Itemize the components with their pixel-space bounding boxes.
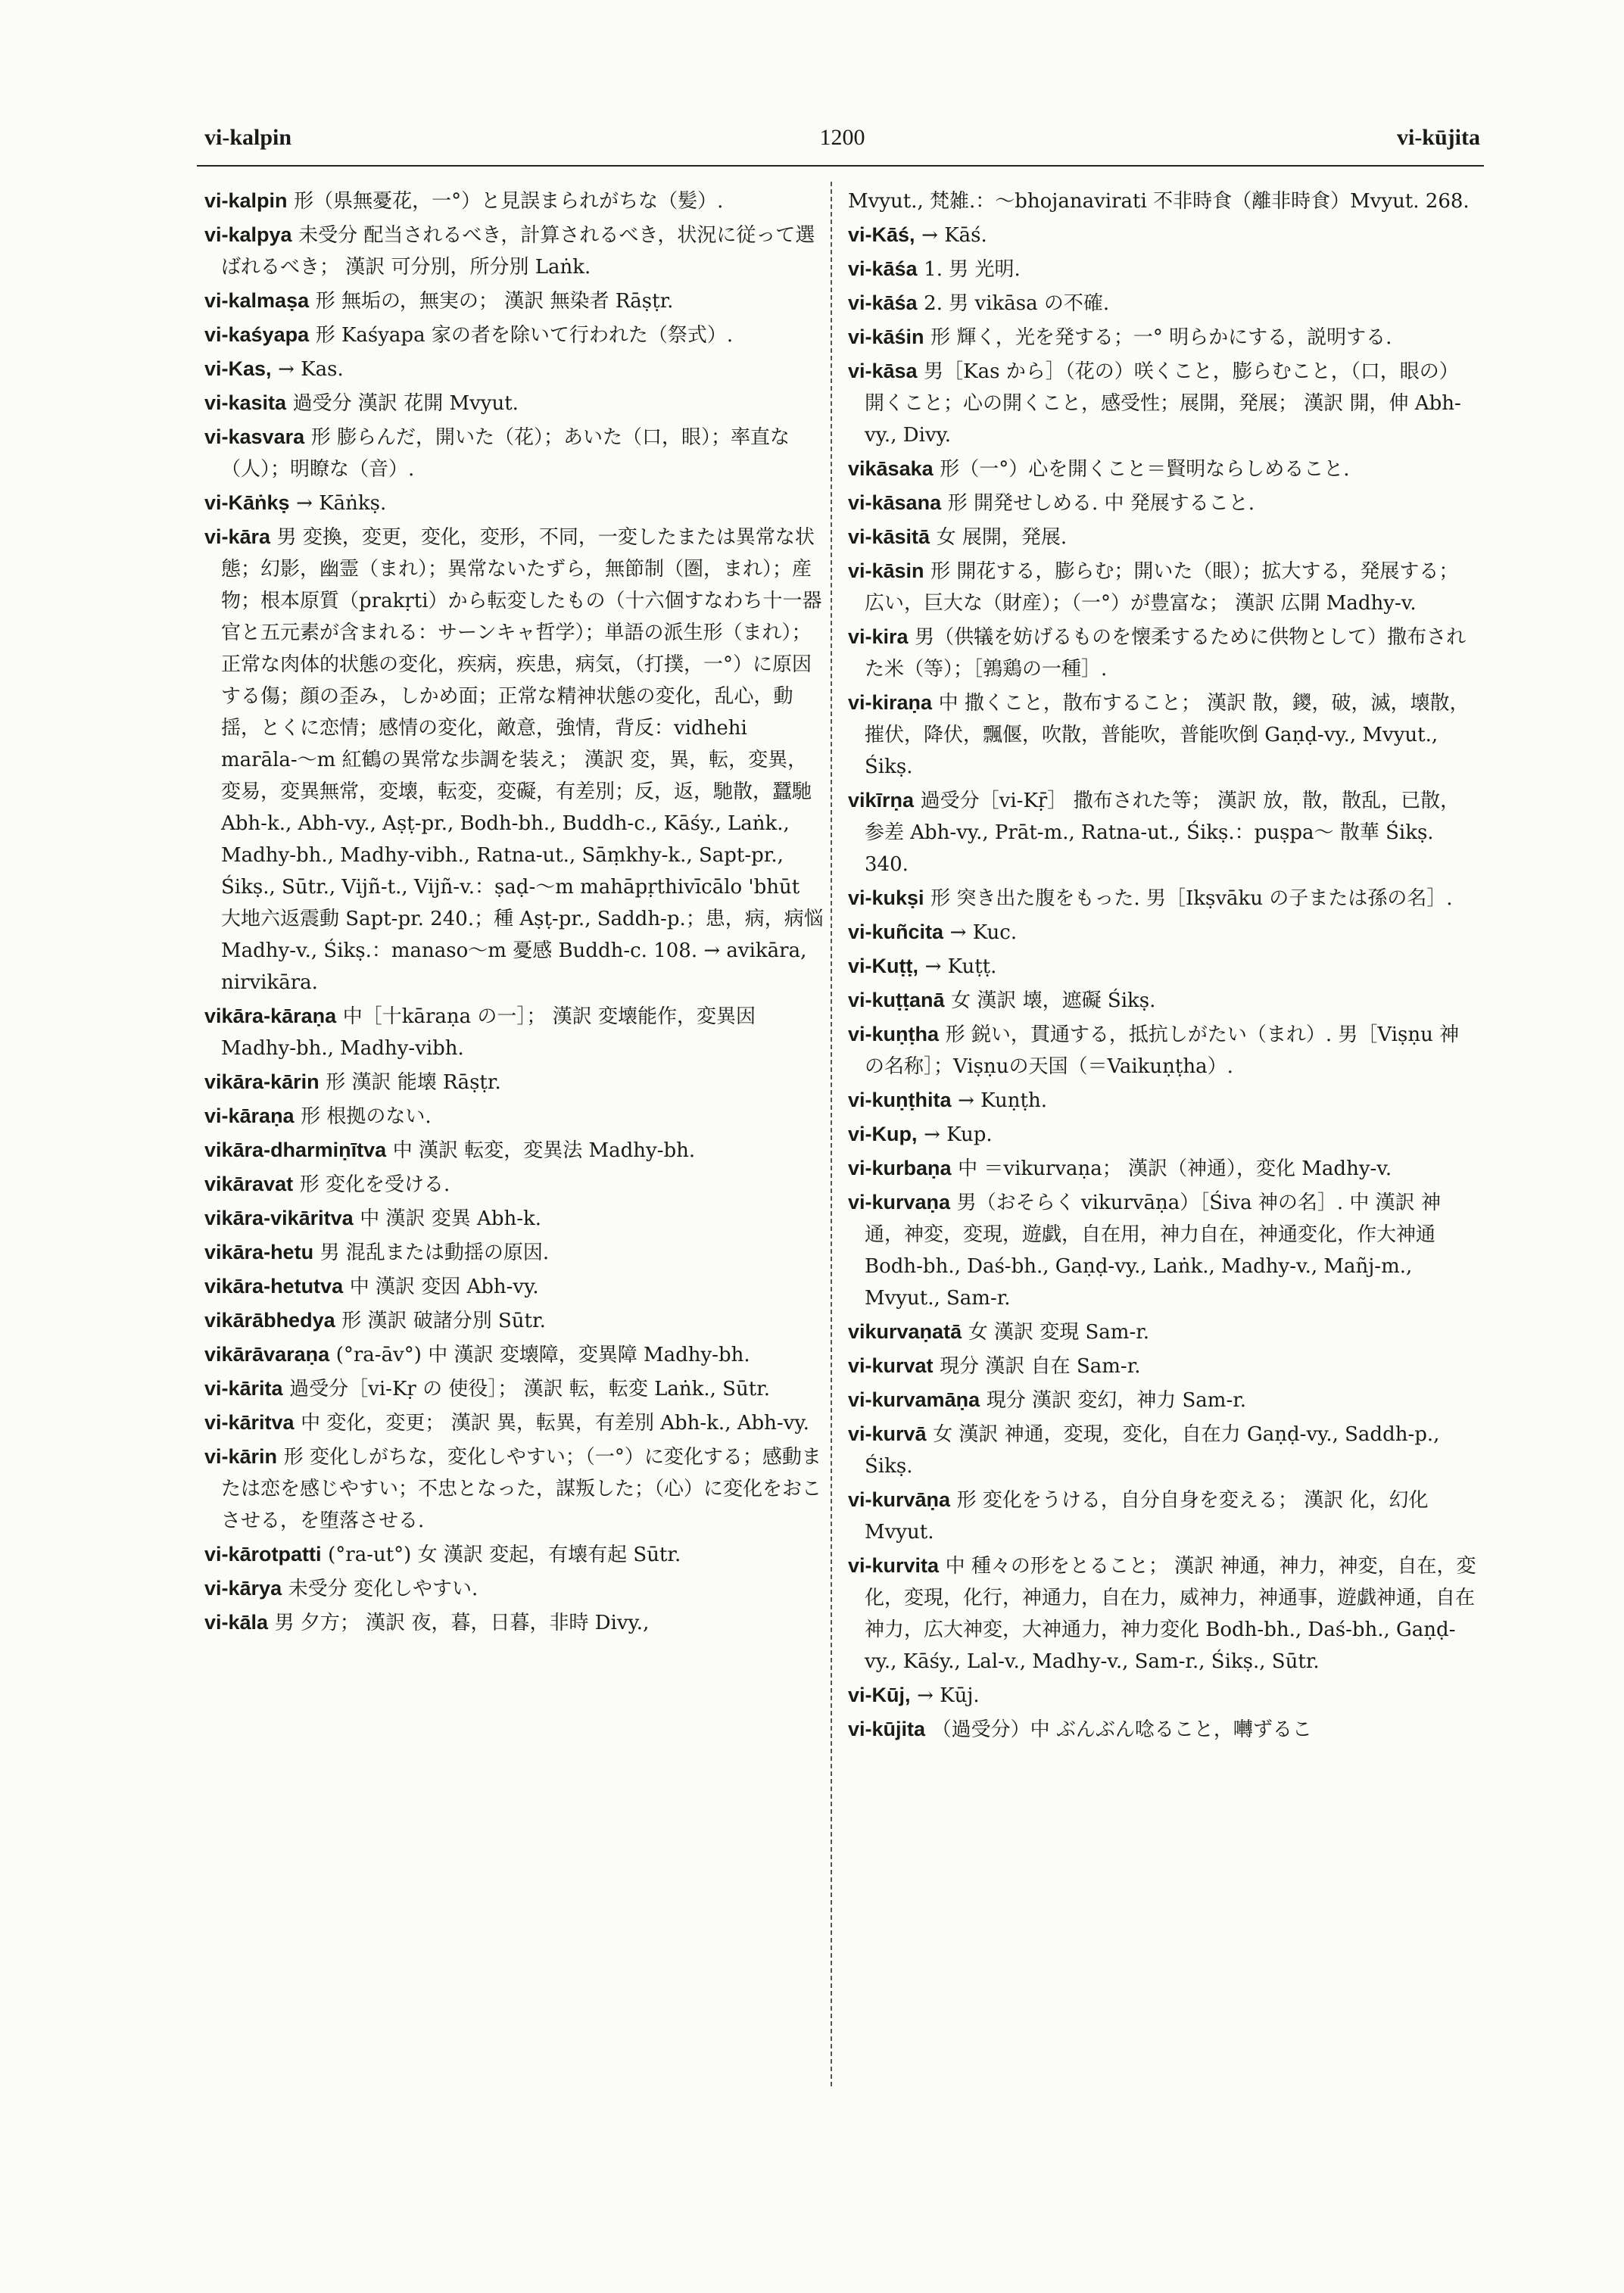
dictionary-entry	[204, 354, 825, 385]
entry-headword: vi-kuñcita	[848, 921, 944, 943]
entry-headword: vi-Kas,	[204, 357, 272, 380]
entry-headword: vi-kurvāṇa	[848, 1488, 951, 1511]
entry-definition: 形 開花する，膨らむ；開いた（眼）；拡大する，発展する；広い，巨大な（財産）；（一°）が豊富な； 漢訳 広開 Madhy-v.	[865, 560, 1459, 615]
entry-definition: 現分 漢訳 自在 Sam-r.	[940, 1355, 1141, 1378]
entry-definition: （過受分）中 ぶんぶん唸ること，囀ずるこ	[931, 1718, 1312, 1741]
entry-headword: vikārābhedya	[204, 1309, 335, 1332]
dictionary-entry	[204, 522, 825, 999]
entry-headword: vikāra-vikāritva	[204, 1207, 354, 1229]
entry-definition: 中 種々の形をとること； 漢訳 神通，神力，神変，自在，変化，変現，化行，神通力，自在力，威神力，神通事，遊戯神通，自在神力，広大神変，大神通力，神力変化 Bodh-bh., Daś-bh., Gaṇḍ-vy., Kāśy., Lal-v., Madhy-v., Sam-r., Śikṣ., Sūtr.	[865, 1555, 1476, 1673]
entry-headword: vi-kāritva	[204, 1411, 295, 1434]
entry-definition: 形 無垢の，無実の； 漢訳 無染者 Rāṣṭr.	[315, 290, 674, 313]
entry-headword: vikārāvaraṇa	[204, 1343, 330, 1366]
dictionary-entry	[848, 1419, 1476, 1482]
entry-definition: 過受分［vi-Kṝ］ 撒布された等； 漢訳 放，散，散乱，已散，参差 Abh-vy., Prāt-m., Ratna-ut., Śikṣ.：puṣpa～ 散華 Śikṣ. 340.	[865, 790, 1460, 876]
dictionary-entry	[848, 1187, 1476, 1314]
entry-headword: vi-Kāṅkṣ	[204, 491, 290, 514]
entry-headword: vi-kurvita	[848, 1554, 940, 1577]
dictionary-entry	[848, 322, 1476, 354]
entry-headword: vi-kāra	[204, 525, 271, 548]
dictionary-entry	[204, 220, 825, 283]
entry-definition: → Kup.	[924, 1123, 993, 1146]
dictionary-entry	[848, 985, 1476, 1017]
dictionary-entry	[204, 1305, 825, 1337]
dictionary-entry	[204, 1573, 825, 1605]
dictionary-entry	[204, 1339, 825, 1371]
entry-headword: vikurvaṇatā	[848, 1320, 962, 1343]
entry-definition: 中 変化，変更； 漢訳 異，転異，有差別 Abh-k., Abh-vy.	[301, 1412, 809, 1435]
dictionary-entry	[848, 622, 1476, 685]
dictionary-entry	[848, 883, 1476, 914]
entry-definition: 2. 男 vikāsa の不確.	[924, 292, 1110, 315]
entry-headword: vi-kurvā	[848, 1422, 927, 1445]
entry-headword: vi-kāla	[204, 1611, 269, 1634]
dictionary-entry	[848, 917, 1476, 949]
entry-definition: → Kas.	[278, 358, 344, 381]
dictionary-entry	[204, 1067, 825, 1098]
dictionary-entry	[848, 453, 1476, 485]
entry-definition: 中 漢訳 変因 Abh-vy.	[349, 1276, 539, 1298]
entry-definition: 男 混乱または動揺の原因.	[320, 1242, 550, 1264]
dictionary-entry	[204, 1237, 825, 1269]
dictionary-entry	[848, 1153, 1476, 1185]
entry-definition: → Kāṅkṣ.	[296, 492, 387, 515]
entry-headword: vi-kāraṇa	[204, 1104, 295, 1127]
entry-headword: vi-Kāś,	[848, 223, 915, 246]
dictionary-entry	[204, 488, 825, 519]
entry-headword: vi-kāsa	[848, 360, 918, 382]
dictionary-entry	[204, 1135, 825, 1167]
header-right-guideword: vi-kūjita	[1396, 125, 1480, 150]
entry-headword: vi-kalpin	[204, 189, 288, 212]
entry-definition: 形 漢訳 破諸分別 Sūtr.	[341, 1310, 546, 1332]
entry-headword: vi-kurvamāṇa	[848, 1388, 980, 1411]
entry-definition: 形 変化しがちな，変化しやすい；（一°）に変化する；感動または恋を感じやすい；不忠となった，謀叛した；（心）に変化をおこさせる，を堕落させる.	[221, 1446, 822, 1532]
left-column	[204, 185, 825, 2222]
dictionary-entry	[848, 687, 1476, 783]
entry-definition: 形（県無憂花，一°）と見誤まられがちな（髪）.	[294, 190, 724, 213]
entry-definition: 女 漢訳 壊，遮礙 Śikṣ.	[951, 989, 1156, 1012]
entry-definition: 形 変化を受ける.	[299, 1173, 450, 1196]
entry-definition: 未受分 配当されるべき，計算されるべき，状況に従って選ばれるべき； 漢訳 可分別，所分別 Laṅk.	[221, 224, 815, 279]
entry-headword: vikīrṇa	[848, 789, 915, 812]
dictionary-entry	[848, 556, 1476, 619]
entry-headword: vi-kuṭṭanā	[848, 989, 945, 1011]
entry-headword: vikāra-kāraṇa	[204, 1005, 337, 1027]
entry-definition: 男［Kas から］（花の）咲くこと，膨らむこと，（口，眼の）開くこと；心の開くこと，感受性；展開，発展； 漢訳 開，伸 Abh-vy., Divy.	[865, 360, 1461, 447]
entry-headword: vikāravat	[204, 1173, 294, 1195]
dictionary-entry	[848, 1485, 1476, 1548]
entry-headword: vi-kasita	[204, 391, 287, 414]
entry-headword: vi-kāśa	[848, 291, 918, 314]
entry-definition: → Kuṇṭh.	[958, 1089, 1047, 1112]
dictionary-entry	[848, 185, 1476, 217]
dictionary-entry	[848, 1119, 1476, 1151]
dictionary-entry	[204, 1441, 825, 1537]
dictionary-entry	[204, 1539, 825, 1571]
header-left-guideword: vi-kalpin	[204, 125, 292, 150]
entry-headword: vi-kārita	[204, 1377, 283, 1400]
entry-headword: vi-kuṇṭha	[848, 1023, 940, 1045]
entry-definition: 中 漢訳 転変，変異法 Madhy-bh.	[392, 1139, 696, 1162]
entry-headword: vikāsaka	[848, 457, 934, 480]
entry-definition: → Kuc.	[949, 921, 1018, 944]
entry-definition: 過受分［vi-Kṛ の 使役］； 漢訳 転，転変 Laṅk., Sūtr.	[289, 1378, 771, 1400]
dictionary-entry	[204, 1101, 825, 1132]
entry-headword: vi-kāsitā	[848, 525, 930, 548]
dictionary-entry	[848, 1714, 1476, 1746]
entry-definition: (°ra-āv°) 中 漢訳 変壊障，変異障 Madhy-bh.	[335, 1344, 750, 1366]
entry-definition: 女 展開，発展.	[936, 526, 1068, 549]
entry-headword: vi-kuṇṭhita	[848, 1089, 952, 1111]
entry-headword: vi-kaśyapa	[204, 323, 310, 346]
entry-definition: 形 変化をうける，自分自身を変える； 漢訳 化，幻化 Mvyut.	[865, 1489, 1429, 1544]
entry-headword: vi-kira	[848, 625, 909, 648]
dictionary-entry	[204, 1169, 825, 1201]
entry-definition: 形 膨らんだ，開いた（花）；あいた（口，眼）；率直な（人）；明瞭な（音）.	[221, 426, 790, 481]
right-column	[848, 185, 1476, 2222]
dictionary-entry	[204, 1373, 825, 1405]
entry-definition: 形 Kaśyapa 家の者を除いて行われた（祭式）.	[315, 324, 734, 347]
dictionary-entry	[848, 1351, 1476, 1382]
dictionary-entry	[848, 522, 1476, 553]
entry-headword: vi-kārin	[204, 1445, 278, 1468]
dictionary-entry	[204, 1001, 825, 1064]
entry-definition: Mvyut., 梵雑.：～bhojanavirati 不非時食（離非時食）Mvyut. 268.	[848, 190, 1470, 213]
dictionary-entry	[848, 288, 1476, 319]
entry-headword: vikāra-dharmiṇītva	[204, 1139, 387, 1161]
dictionary-entry	[204, 388, 825, 419]
dictionary-entry	[848, 785, 1476, 880]
dictionary-entry	[204, 285, 825, 317]
entry-definition: 男（供犠を妨げるものを懐柔するために供物として）撒布された米（等）；［鶉鶏の一種］.	[865, 626, 1467, 681]
entry-definition: 形 突き出た腹をもった. 男［Ikṣvāku の子または孫の名］.	[930, 887, 1453, 910]
entry-definition: 現分 漢訳 変幻，神力 Sam-r.	[986, 1389, 1247, 1412]
dictionary-entry	[204, 422, 825, 485]
entry-definition: 中 撒くこと，散布すること； 漢訳 散，鑁，破，滅，壊散，摧伏，降伏，飄偃，吹散，普能吹，普能吹倒 Gaṇḍ-vy., Mvyut., Śikṣ.	[865, 692, 1470, 778]
entry-definition: 中［十kāraṇa の一］； 漢訳 変壊能作，変異因 Madhy-bh., Madhy-vibh.	[221, 1005, 756, 1060]
entry-headword: vi-Kūj,	[848, 1684, 911, 1706]
dictionary-entry	[848, 488, 1476, 519]
entry-definition: 形 開発せしめる. 中 発展すること.	[947, 492, 1255, 515]
entry-headword: vi-kalmaṣa	[204, 289, 310, 312]
dictionary-entry	[848, 356, 1476, 451]
entry-headword: vi-kiraṇa	[848, 691, 933, 714]
entry-headword: vi-kurvat	[848, 1354, 934, 1377]
entry-definition: 男 夕方； 漢訳 夜，暮，日暮，非時 Divy.,	[274, 1612, 650, 1634]
entry-definition: 女 漢訳 変現 Sam-r.	[968, 1321, 1150, 1344]
page-header	[204, 125, 1480, 163]
entry-headword: vikāra-hetu	[204, 1241, 314, 1263]
entry-definition: → Kuṭṭ.	[924, 955, 997, 978]
entry-headword: vi-Kup,	[848, 1123, 918, 1145]
dictionary-entry	[204, 1607, 825, 1639]
entry-definition: 1. 男 光明.	[924, 258, 1021, 281]
entry-definition: 形 輝く，光を発する；一° 明らかにする，説明する.	[930, 326, 1392, 349]
entry-definition: 中 漢訳 変異 Abh-k.	[360, 1207, 542, 1230]
dictionary-entry	[848, 951, 1476, 983]
entry-headword: vi-kārya	[204, 1577, 282, 1600]
dictionary-entry	[848, 1385, 1476, 1416]
entry-headword: vi-kāsana	[848, 491, 942, 514]
dictionary-entry	[204, 319, 825, 351]
dictionary-entry	[204, 1203, 825, 1235]
page-number: 1200	[819, 125, 865, 150]
entry-definition: 女 漢訳 神通，変現，変化，自在力 Gaṇḍ-vy., Saddh-p., Śikṣ.	[865, 1423, 1440, 1478]
dictionary-entry	[848, 1085, 1476, 1117]
entry-headword: vi-kārotpatti	[204, 1543, 322, 1566]
entry-headword: vi-Kuṭṭ,	[848, 955, 918, 977]
entry-headword: vi-kurbaṇa	[848, 1157, 952, 1179]
entry-definition: → Kāś.	[921, 224, 987, 247]
entry-definition: → Kūj.	[917, 1684, 980, 1707]
header-rule	[197, 165, 1484, 167]
dictionary-entry	[848, 1019, 1476, 1083]
entry-definition: 過受分 漢訳 花開 Mvyut.	[292, 392, 519, 415]
dictionary-entry	[204, 185, 825, 217]
dictionary-entry	[848, 1680, 1476, 1712]
dictionary-entry	[204, 1271, 825, 1303]
entry-headword: vi-kalpya	[204, 223, 292, 246]
entry-definition: 形 根拠のない.	[301, 1105, 432, 1128]
dictionary-entry	[848, 1550, 1476, 1678]
entry-headword: vi-kukṣi	[848, 886, 924, 909]
entry-headword: vi-kāśa	[848, 257, 918, 280]
entry-definition: 形（一°）心を開くこと＝賢明ならしめること.	[940, 458, 1350, 481]
entry-headword: vi-kurvaṇa	[848, 1191, 951, 1213]
entry-definition: 中 ＝vikurvaṇa； 漢訳（神通），変化 Madhy-v.	[958, 1157, 1392, 1180]
entry-headword: vi-kasvara	[204, 425, 305, 448]
entry-definition: 男（おそらく vikurvāṇa）［Śiva 神の名］. 中 漢訳 神通，神変，変現，遊戯，自在用，神力自在，神通変化，作大神通 Bodh-bh., Daś-bh., Gaṇḍ-vy., Laṅk., Madhy-v., Mañj-m., Mvyut., Sam-r.	[865, 1192, 1441, 1310]
entry-definition: 男 変換，変更，変化，変形，不同，一変したまたは異常な状態；幻影，幽霊（まれ）；異常ないたずら，無節制（圏，まれ）；産物；根本原質（prakṛti）から転変したもの（十六個すなわち十一器官と五元素が含まれる：サーンキャ哲学）；単語の派生形（まれ）；正常な肉体的状態の変化，疾病，疾患，病気，（打撲，一°）に原因する傷；顔の歪み，しかめ面；正常な精神状態の変化，乱心，動揺，とくに恋情；感情の変化，敵意，強情，背反：vidhehi marāla-～m 紅鶴の異常な歩調を装え； 漢訳 変，異，転，変異，変易，変異無常，変壊，転変，変礙，有差別；反，返，馳散，蠶馳 Abh-k., Abh-vy., Aṣṭ-pr., Bodh-bh., Buddh-c., Kāśy., Laṅk., Madhy-bh., Madhy-vibh., Ratna-ut., Sāṃkhy-k., Sapt-pr., Śikṣ., Sūtr., Vijñ-t., Vijñ-v.：ṣaḍ-～m mahāpṛthivīcālo 'bhūt 大地六返震動 Sapt-pr. 240.；種 Aṣṭ-pr., Saddh-p.；患，病，病悩 Madhy-v., Śikṣ.：manaso～m 憂感 Buddh-c. 108. → avikāra, nirvikāra.	[221, 526, 824, 994]
entry-definition: 形 漢訳 能壊 Rāṣṭr.	[326, 1071, 501, 1094]
dictionary-entry	[848, 254, 1476, 285]
entry-definition: (°ra-ut°) 女 漢訳 変起，有壊有起 Sūtr.	[328, 1544, 681, 1566]
entry-definition: 形 鋭い，貫通する，抵抗しがたい（まれ）. 男［Viṣṇu 神の名称］；Viṣṇuの天国（＝Vaikuṇṭha）.	[865, 1023, 1460, 1078]
entry-headword: vikāra-hetutva	[204, 1275, 344, 1298]
dictionary-entry	[848, 1316, 1476, 1348]
dictionary-entry	[848, 220, 1476, 251]
dictionary-entry	[204, 1407, 825, 1439]
entry-headword: vi-kūjita	[848, 1718, 926, 1740]
entry-definition: 未受分 変化しやすい.	[288, 1578, 478, 1600]
entry-headword: vi-kāśin	[848, 326, 924, 348]
entry-headword: vi-kāsin	[848, 559, 924, 582]
column-divider	[831, 182, 832, 2089]
entry-headword: vikāra-kārin	[204, 1070, 320, 1093]
